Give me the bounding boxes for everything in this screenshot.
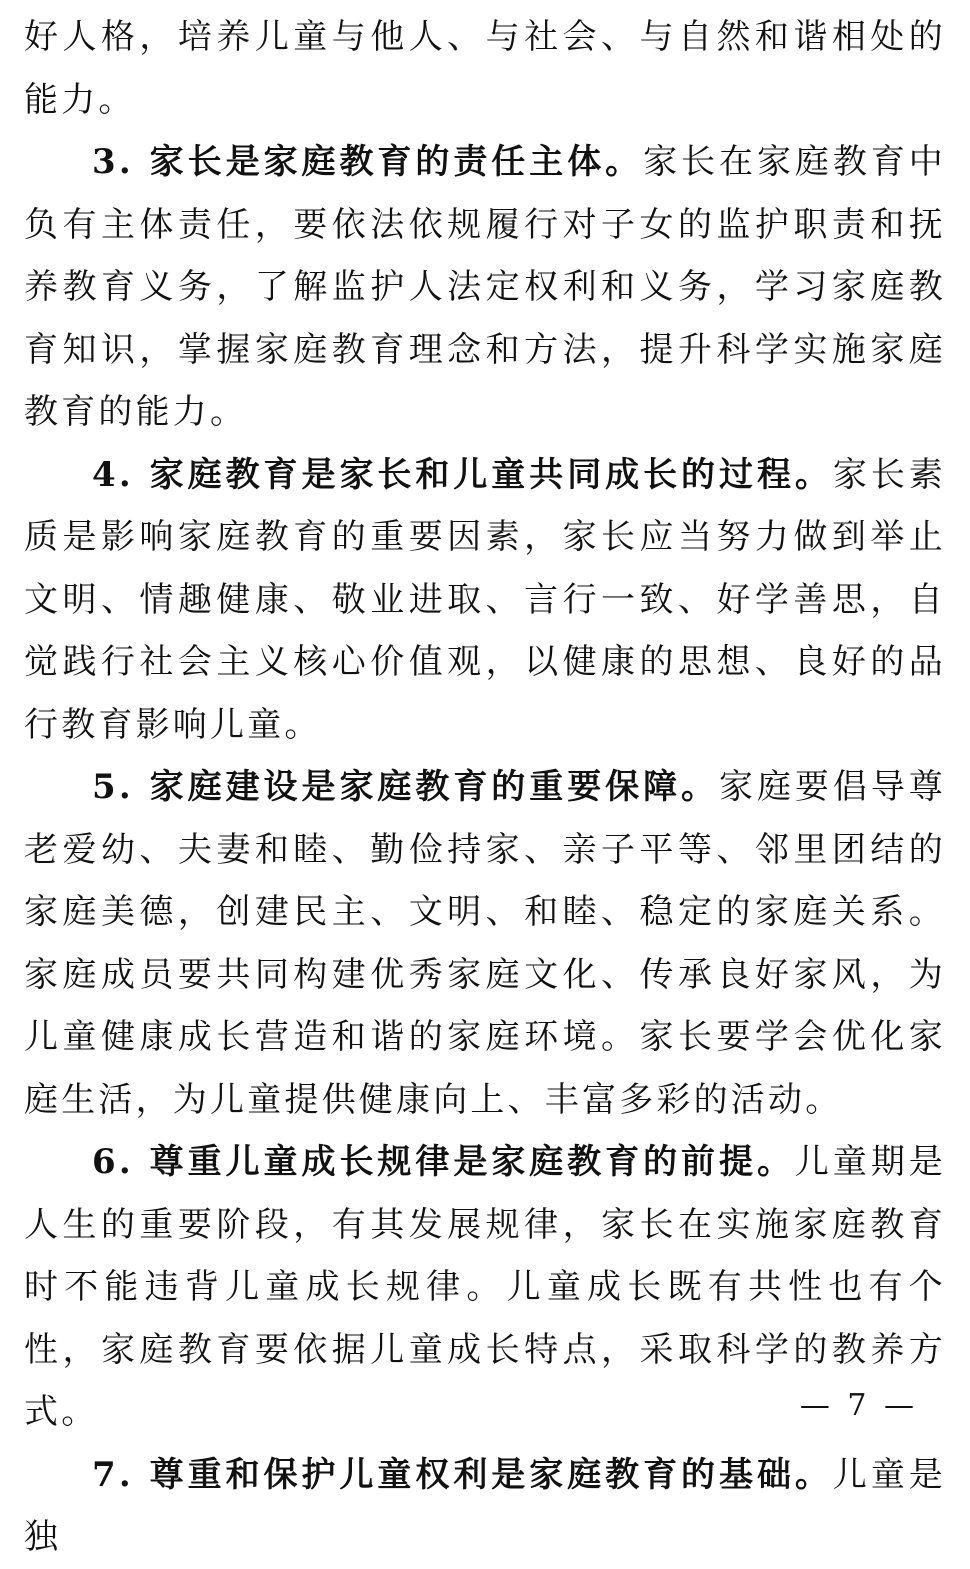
paragraph-text: 家长素质是影响家庭教育的重要因素，家长应当努力做到举止文明、情趣健康、敬业进取、言行一致、好学善思，自觉践行社会主义核心价值观，以健康的思想、良好的品行教育影响儿童。: [24, 454, 947, 745]
paragraph-item-4: [24, 444, 946, 757]
document-page: [24, 6, 946, 1569]
paragraph-text: 儿童期是人生的重要阶段，有其发展规律，家长在实施家庭教育时不能违背儿童成长规律。儿童成长既有共性也有个性，家庭教育要依据儿童成长特点，采取科学的教养方式。: [24, 1142, 946, 1432]
paragraph-lead: 6. 尊重儿童成长规律是家庭教育的前提。: [92, 1142, 795, 1182]
paragraph-text: 好人格，培养儿童与他人、与社会、与自然和谐相处的能力。: [24, 17, 946, 120]
paragraph-lead: 5. 家庭建设是家庭教育的重要保障。: [92, 767, 720, 807]
paragraph-item-5: [24, 756, 946, 1131]
paragraph-item-7: [24, 1444, 946, 1569]
page-number: — 7 —: [799, 1388, 918, 1423]
paragraph-text: 家庭要倡导尊老爱幼、夫妻和睦、勤俭持家、亲子平等、邻里团结的家庭美德，创建民主、文明、和睦、稳定的家庭关系。家庭成员要共同构建优秀家庭文化、传承良好家风，为儿童健康成长营造和谐的家庭环境。家长要学会优化家庭生活，为儿童提供健康向上、丰富多彩的活动。: [24, 767, 946, 1120]
paragraph-text: 儿童是独: [24, 1454, 947, 1557]
paragraph-lead: 7. 尊重和保护儿童权利是家庭教育的基础。: [92, 1454, 833, 1495]
paragraph-item-3: [24, 131, 946, 444]
paragraph-lead: 3. 家长是家庭教育的责任主体。: [92, 142, 644, 182]
paragraph-lead: 4. 家庭教育是家长和儿童共同成长的过程。: [92, 454, 833, 495]
paragraph-text: 家长在家庭教育中负有主体责任，要依法依规履行对子女的监护职责和抚养教育义务，了解监护人法定权利和义务，学习家庭教育知识，掌握家庭教育理念和方法，提升科学实施家庭教育的能力。: [24, 142, 946, 432]
paragraph-continued: [24, 6, 946, 131]
